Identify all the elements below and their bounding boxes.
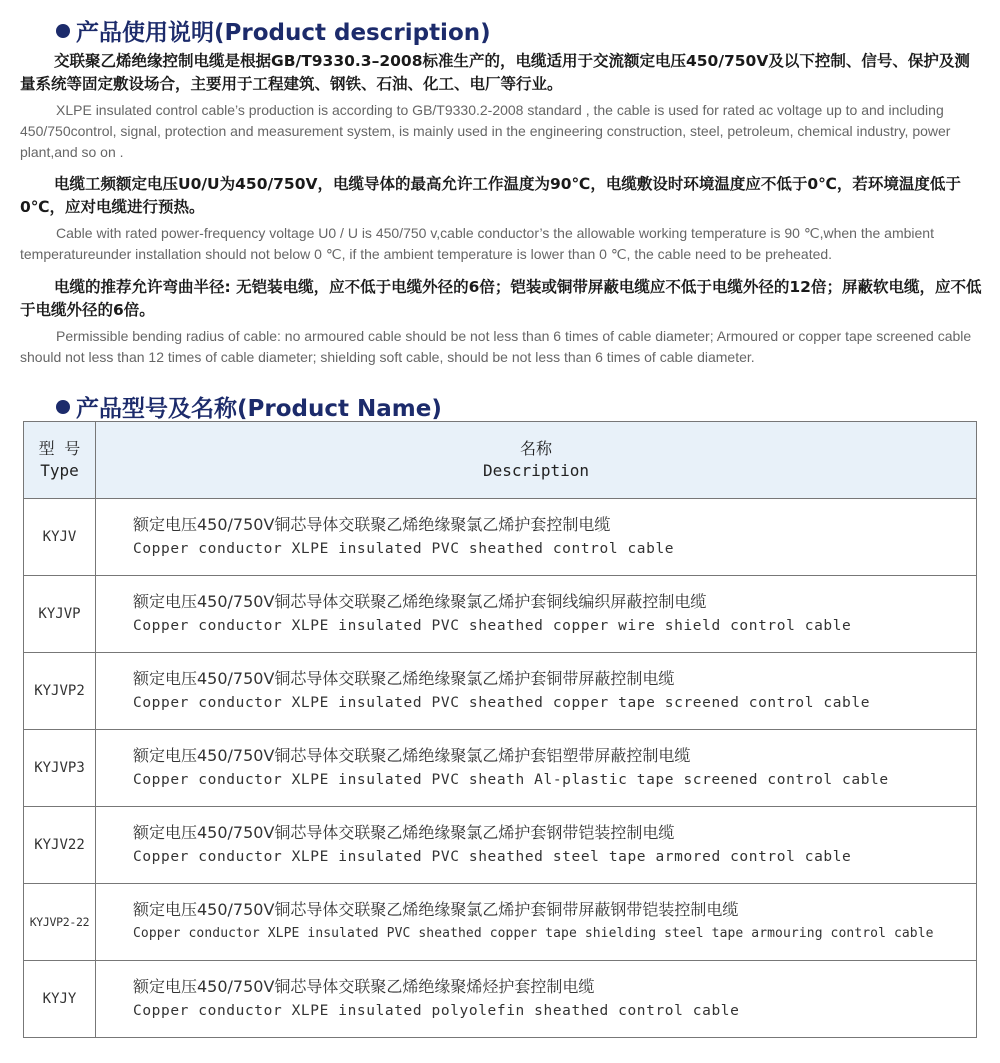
bullet-icon [56, 24, 70, 38]
description-cell [96, 653, 977, 730]
type-cell: KYJVP3 [24, 730, 96, 807]
product-table [23, 421, 977, 1038]
description-cn: 额定电压450/750V铜芯导体交联聚乙烯绝缘聚氯乙烯护套铜带屏蔽控制电缆 [133, 669, 675, 688]
paragraph-application [20, 50, 985, 163]
section-title-text: 产品型号及名称(Product Name) [76, 396, 442, 422]
description-cn: 额定电压450/750V铜芯导体交联聚乙烯绝缘聚氯乙烯护套铝塑带屏蔽控制电缆 [133, 746, 691, 765]
description-cn: 额定电压450/750V铜芯导体交联聚乙烯绝缘聚氯乙烯护套控制电缆 [133, 515, 611, 534]
header-desc-cn: 名称 [519, 439, 552, 458]
description-cn: 额定电压450/750V铜芯导体交联聚乙烯绝缘聚烯烃护套控制电缆 [133, 977, 595, 996]
paragraph-bending-radius [20, 276, 985, 368]
type-cell: KYJVP2 [24, 653, 96, 730]
description-en: Copper conductor XLPE insulated PVC sheathed steel tape armored control cable [133, 849, 852, 865]
type-cell: KYJY [24, 961, 96, 1038]
bullet-icon [56, 400, 70, 414]
header-type [24, 422, 96, 499]
description-en: Copper conductor XLPE insulated PVC sheath Al-plastic tape screened control cable [133, 772, 889, 788]
section-title-product-name [56, 390, 442, 423]
type-cell: KYJV [24, 499, 96, 576]
paragraph-cn: 电缆工频额定电压U0/U为450/750V，电缆导体的最高允许工作温度为90℃，电缆敷设时环境温度应不低于0℃，若环境温度低于0℃，应对电缆进行预热。 [20, 175, 961, 216]
paragraph-en: Permissible bending radius of cable: no armoured cable should be not less than 6 times of cable diameter; Armoured or copper tape screened cable should not less than 12 times of cable diameter; shielding soft cable, should be not less than 6 times of cable diameter. [20, 328, 972, 365]
description-cell [96, 499, 977, 576]
description-en: Copper conductor XLPE insulated PVC sheathed copper tape screened control cable [133, 695, 871, 711]
paragraph-voltage [20, 173, 985, 265]
paragraph-cn: 电缆的推荐允许弯曲半径: 无铠装电缆，应不低于电缆外径的6倍；铠装或铜带屏蔽电缆应不低于电缆外径的12倍；屏蔽软电缆，应不低于电缆外径的6倍。 [20, 278, 982, 319]
description-cell [96, 576, 977, 653]
section-title-text: 产品使用说明(Product description) [76, 20, 491, 46]
section-title-description [56, 14, 491, 47]
table-row [24, 576, 977, 653]
paragraph-cn: 交联聚乙烯绝缘控制电缆是根据GB/T9330.3–2008标准生产的，电缆适用于交流额定电压450/750V及以下控制、信号、保护及测量系统等固定敷设场合，主要用于工程建筑、钢铁、石油、化工、电厂等行业。 [20, 52, 970, 93]
description-cn: 额定电压450/750V铜芯导体交联聚乙烯绝缘聚氯乙烯护套铜线编织屏蔽控制电缆 [133, 592, 707, 611]
header-type-cn: 型 号 [38, 439, 81, 458]
description-cell [96, 884, 977, 961]
description-en: Copper conductor XLPE insulated PVC sheathed control cable [133, 541, 675, 557]
table-header-row [24, 422, 977, 499]
description-cell [96, 730, 977, 807]
description-cell [96, 807, 977, 884]
table-row [24, 653, 977, 730]
header-desc-en: Description [483, 461, 589, 480]
table-row [24, 961, 977, 1038]
description-cn: 额定电压450/750V铜芯导体交联聚乙烯绝缘聚氯乙烯护套钢带铠装控制电缆 [133, 823, 675, 842]
type-cell: KYJVP [24, 576, 96, 653]
table-row [24, 807, 977, 884]
header-description [96, 422, 977, 499]
table-row [24, 884, 977, 961]
paragraph-en: Cable with rated power-frequency voltage U0 / U is 450/750 v,cable conductor’s the allowable working temperature is 90 ℃,when the ambient temperatureunder installation should not below 0 ℃, if the ambient temperature is lower than 0 ℃, the cable need to be preheated. [20, 225, 934, 262]
description-en: Copper conductor XLPE insulated PVC sheathed copper wire shield control cable [133, 618, 852, 634]
description-cn: 额定电压450/750V铜芯导体交联聚乙烯绝缘聚氯乙烯护套铜带屏蔽钢带铠装控制电缆 [133, 900, 739, 919]
table-row [24, 730, 977, 807]
type-cell: KYJV22 [24, 807, 96, 884]
description-en: Copper conductor XLPE insulated polyolefin sheathed control cable [133, 1003, 740, 1019]
description-cell [96, 961, 977, 1038]
paragraph-en: XLPE insulated control cable’s production is according to GB/T9330.2-2008 standard , the cable is used for rated ac voltage up to and including 450/750control, signal, protection and measurement system, is mainly used in the engineering construction, steel, petroleum, chemical industry, power plant,and so on . [20, 102, 951, 160]
type-cell: KYJVP2-22 [24, 884, 96, 961]
description-en: Copper conductor XLPE insulated PVC sheathed copper tape shielding steel tape armouring control cable [133, 926, 934, 941]
table-row [24, 499, 977, 576]
header-type-en: Type [40, 461, 79, 480]
